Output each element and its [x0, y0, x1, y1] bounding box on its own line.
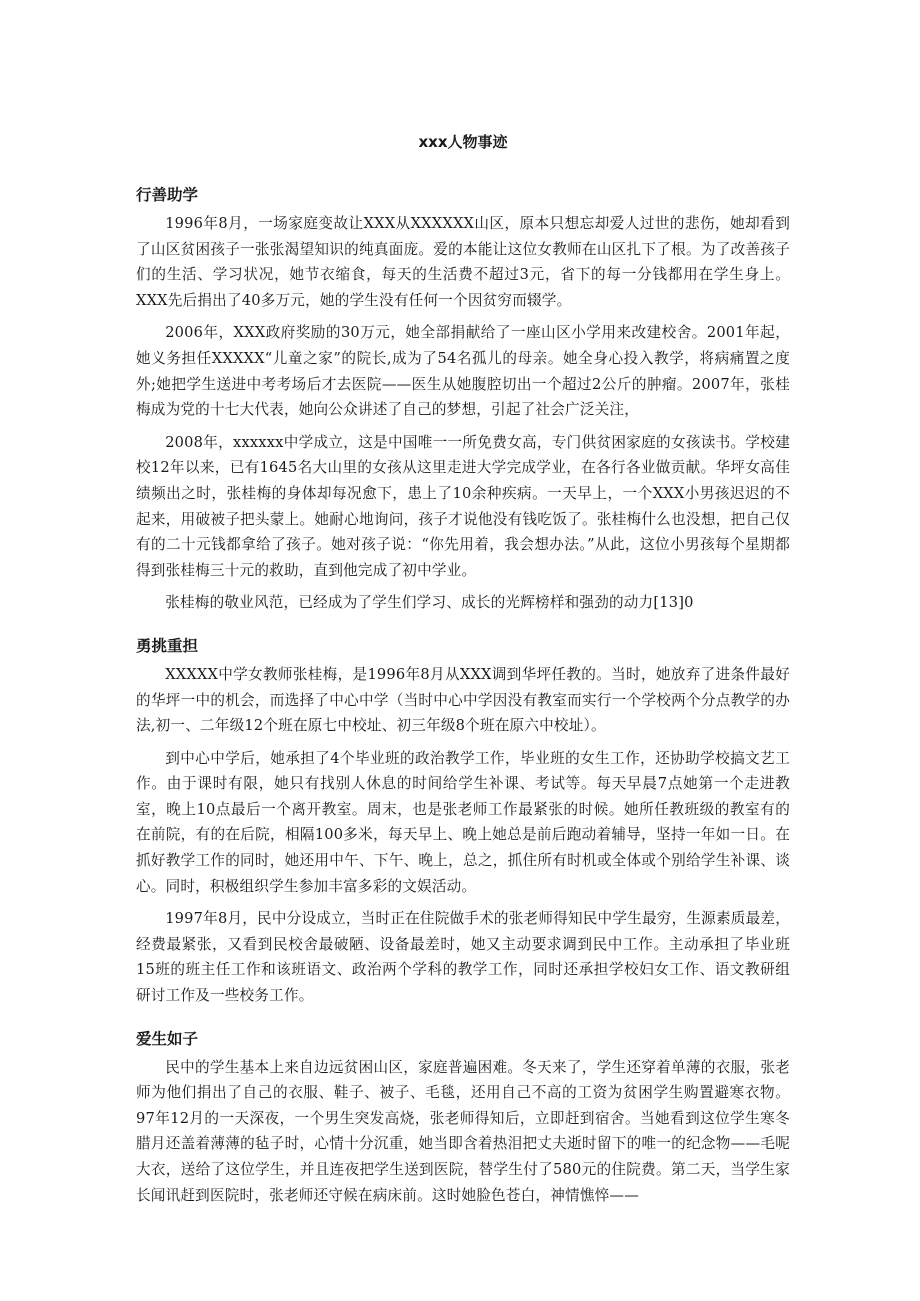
section-love-students: [136, 1027, 790, 1209]
paragraph: 1996年8月，一场家庭变故让XXX从XXXXXX山区，原本只想忘却爱人过世的悲伤，她却看到了山区贫困孩子一张张渴望知识的纯真面庞。爱的本能让这位女教师在山区扎下了根。为了改善孩子们的生活、学习状况，她节衣缩食，每天的生活费不超过3元，省下的每一分钱都用在学生身上。XXX先后捐出了40多万元，她的学生没有任何一个因贫穷而辍学。: [136, 215, 790, 309]
paragraph: 2008年，xxxxxx中学成立，这是中国唯一一所免费女高，专门供贫困家庭的女孩读书。学校建校12年以来，已有1645名大山里的女孩从这里走进大学完成学业，在各行各业做贡献。华坪女高佳绩频出之时，张桂梅的身体却每况愈下，患上了10余种疾病。一天早上，一个XXX小男孩迟迟的不起来，用破被子把头蒙上。她耐心地询问，孩子才说他没有钱吃饭了。张桂梅什么也没想，把自己仅有的二十元钱都拿给了孩子。她对孩子说：“你先用着，我会想办法。”从此，这位小男孩每个星期都得到张桂梅三十元的救助，直到他完成了初中学业。: [136, 433, 790, 579]
section-responsibility: [136, 634, 790, 1009]
paragraph: 1997年8月，民中分设成立，当时正在住院做手术的张老师得知民中学生最穷，生源素质最差，经费最紧张，又看到民校舍最破陋、设备最差时，她又主动要求调到民中工作。主动承担了毕业班15班的班主任工作和该班语文、政治两个学科的教学工作，同时还承担学校妇女工作、语文教研组研讨工作及一些校务工作。: [136, 910, 790, 1005]
paragraph: 张桂梅的敬业风范，已经成为了学生们学习、成长的光辉榜样和强劲的动力[13]0: [165, 594, 694, 612]
section-charity: [136, 183, 790, 616]
document-title: xxx人物事迹: [418, 133, 508, 151]
paragraph: XXXXX中学女教师张桂梅，是1996年8月从XXX调到华坪任教的。当时，她放弃了进条件最好的华坪一中的机会，而选择了中心中学（当时中心中学因没有教室而实行一个学校两个分点教学的办法,初一、二年级12个班在原七中校址、初三年级8个班在原六中校址）。: [136, 665, 790, 735]
section-heading: 勇挑重担: [136, 636, 199, 655]
paragraph: 民中的学生基本上来自边远贫困山区，家庭普遍困难。冬天来了，学生还穿着单薄的衣服，张老师为他们捐出了自己的衣服、鞋子、被子、毛毯，还用自己不高的工资为贫困学生购置避寒衣物。97年12月的一天深夜，一个男生突发高烧，张老师得知后，立即赶到宿舍。当她看到这位学生寒冬腊月还盖着薄薄的毡子时，心情十分沉重，她当即含着热泪把丈夫逝时留下的唯一的纪念物——毛呢大衣，送给了这位学生，并且连夜把学生送到医院，替学生付了580元的住院费。第二天，当学生家长闻讯赶到医院时，张老师还守候在病床前。这时她脸色苍白，神情憔悴——: [136, 1058, 790, 1204]
paragraph: 到中心中学后，她承担了4个毕业班的政治教学工作，毕业班的女生工作，还协助学校搞文艺工作。由于课时有限，她只有找别人休息的时间给学生补课、考试等。每天早晨7点她第一个走进教室，晚上10点最后一个离开教室。周末，也是张老师工作最紧张的时候。她所任教班级的教室有的在前院，有的在后院，相隔100多米，每天早上、晚上她总是前后跑动着辅导，坚持一年如一日。在抓好教学工作的同时，她还用中午、下午、晚上，总之，抓住所有时机或全体或个别给学生补课、谈心。同时，积极组织学生参加丰富多彩的文娱活动。: [136, 749, 790, 895]
section-heading: 爱生如子: [136, 1029, 199, 1048]
section-heading: 行善助学: [136, 186, 199, 204]
paragraph: 2006年，XXX政府奖励的30万元，她全部捐献给了一座山区小学用来改建校舍。2001年起，她义务担任XXXXX“儿童之家”的院长,成为了54名孤儿的母亲。她全身心投入教学，将病痛置之度外;她把学生送进中考考场后才去医院——医生从她腹腔切出一个超过2公斤的肿瘤。2007年，张桂梅成为党的十七大代表，她向公众讲述了自己的梦想，引起了社会广泛关注，: [136, 324, 790, 419]
